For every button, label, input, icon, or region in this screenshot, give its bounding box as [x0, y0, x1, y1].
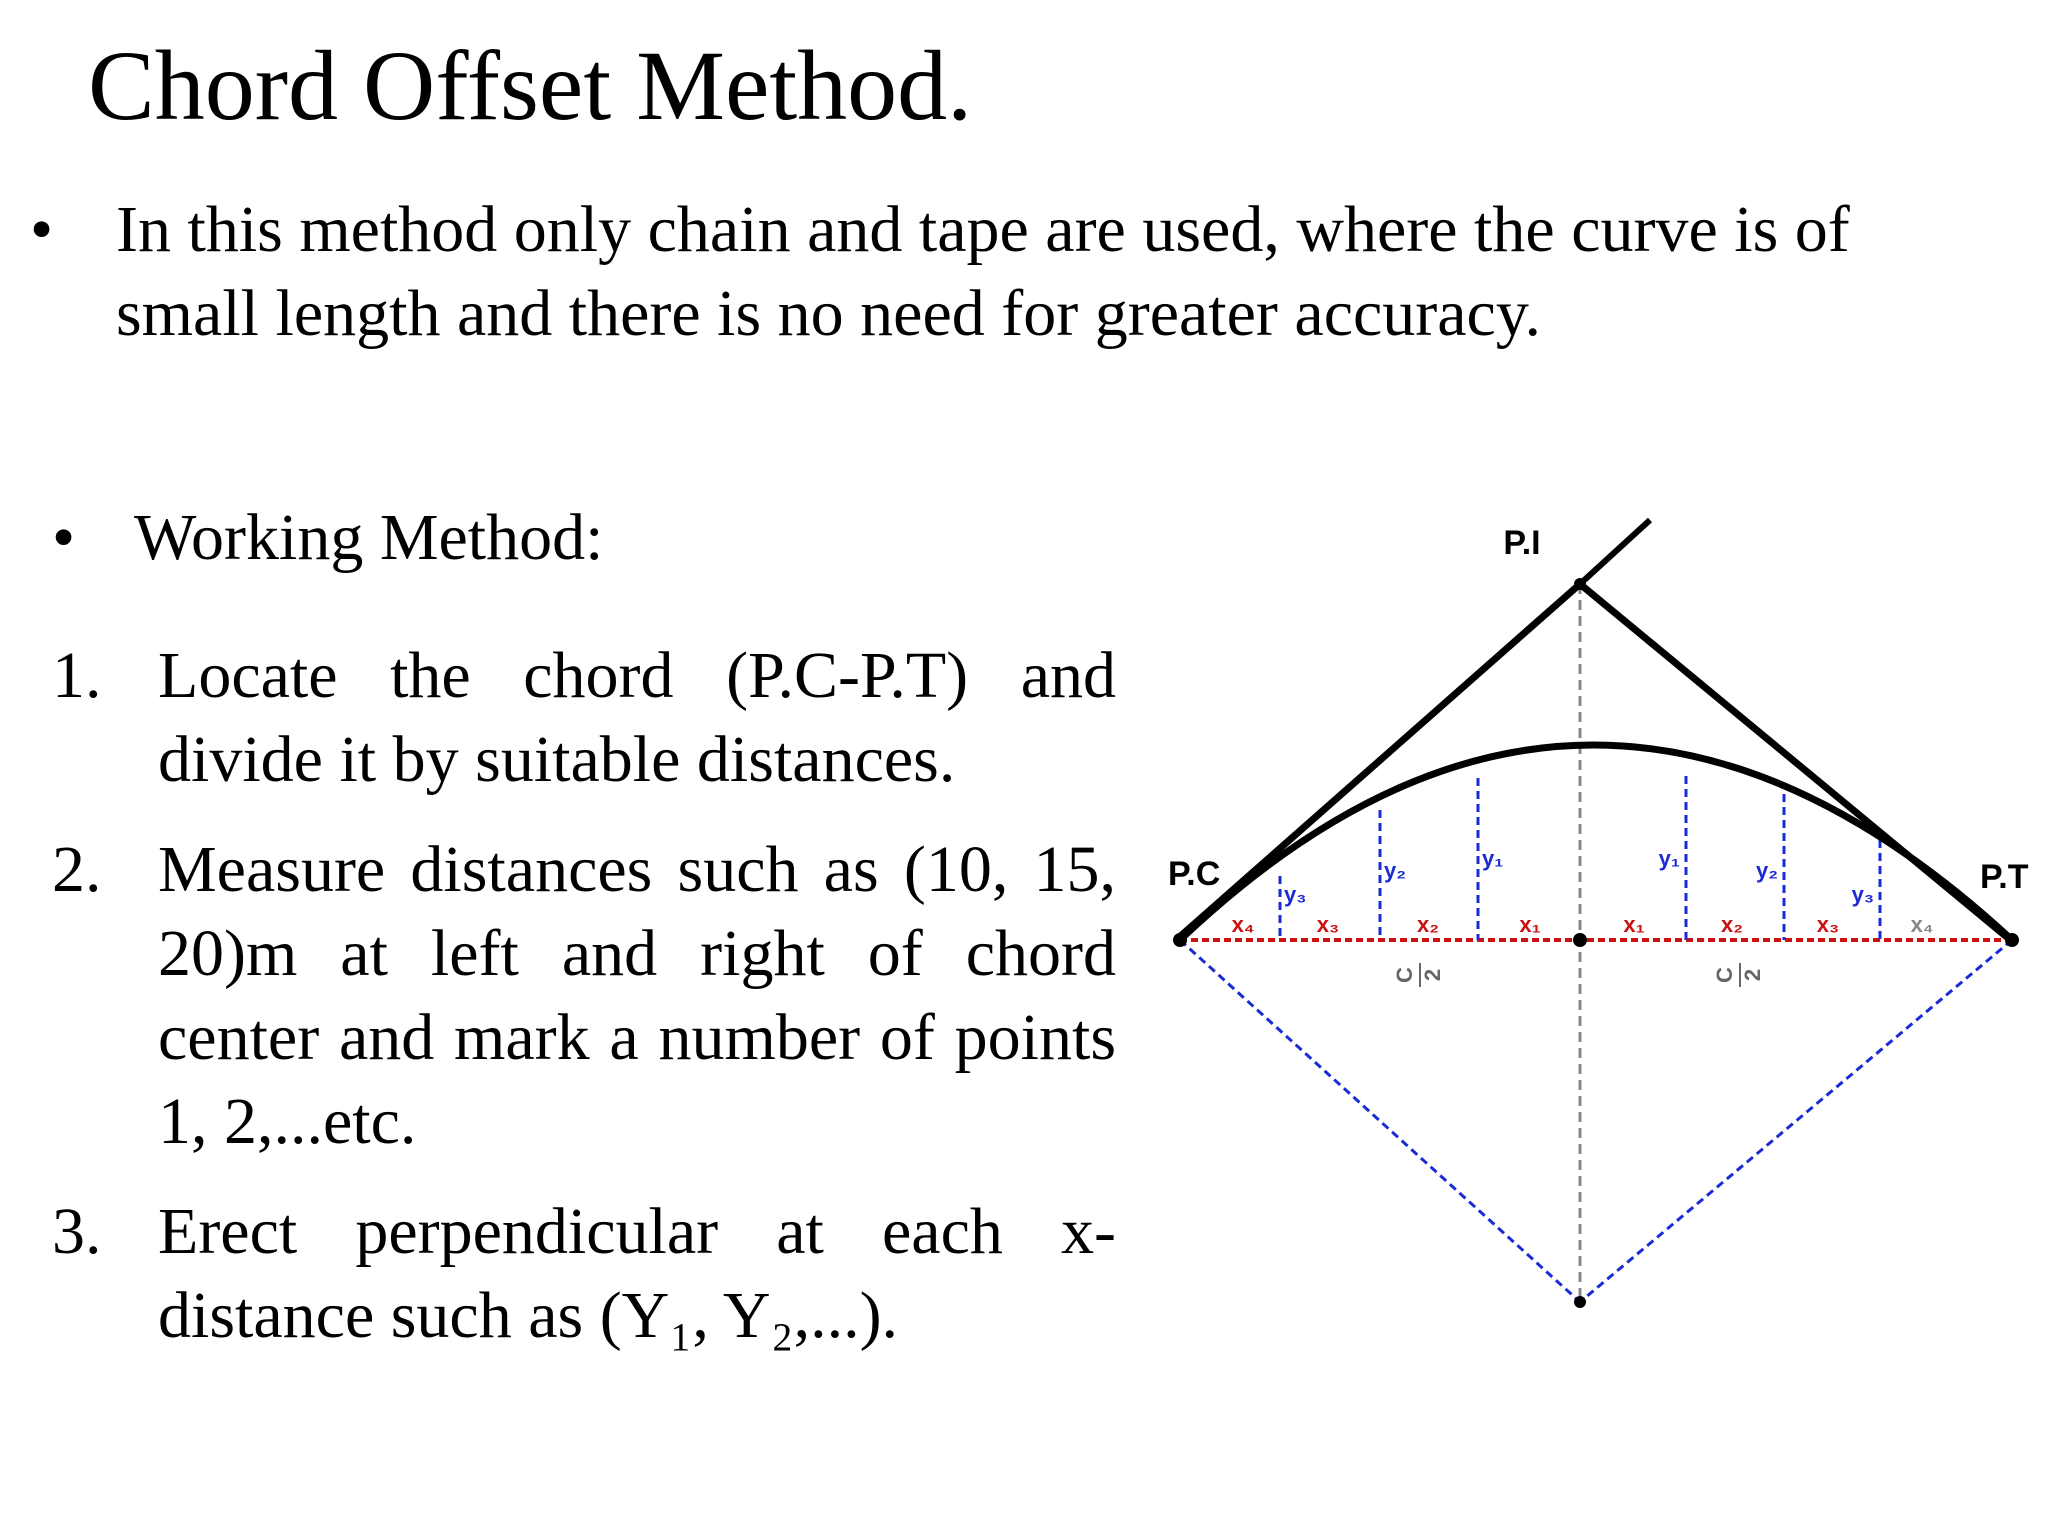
y-label: y₃	[1284, 882, 1307, 907]
chord-midpoint	[1573, 933, 1587, 947]
radius-line-right	[1580, 940, 2012, 1302]
y-label: y₃	[1851, 882, 1874, 907]
working-method-heading: Working Method:	[134, 501, 604, 574]
pt-label: P.T	[1980, 858, 2029, 896]
radius-line-left	[1180, 940, 1580, 1302]
y-label: y₁	[1658, 846, 1680, 871]
step-number: 1.	[52, 639, 102, 712]
x-label: x₁	[1519, 912, 1541, 937]
x-label: x₃	[1816, 912, 1840, 937]
pi-point	[1574, 578, 1586, 590]
half-chord-label-left	[1392, 963, 1445, 987]
half-chord-denominator: 2	[1420, 968, 1445, 982]
pc-point	[1173, 933, 1187, 947]
y-label: y₁	[1482, 846, 1504, 871]
pt-point	[2005, 933, 2019, 947]
x-label: x₂	[1416, 912, 1440, 937]
center-point	[1574, 1296, 1586, 1308]
bullet-dot: •	[30, 193, 54, 266]
step-number: 3.	[52, 1195, 102, 1268]
bullet-dot: •	[52, 501, 76, 574]
x-label: x₃	[1316, 912, 1340, 937]
y-label: y₂	[1384, 858, 1407, 883]
step-number: 2.	[52, 833, 102, 906]
x-label: x₁	[1623, 912, 1645, 937]
step-text: Erect perpendicular at each x-distance such as (Y₁, Y₂,...).	[158, 1195, 1116, 1352]
tangent-extension	[1580, 520, 1650, 584]
step-text: Locate the chord (P.C-P.T) and divide it by suitable distances.	[158, 639, 1116, 796]
x-label: x₄	[1910, 912, 1934, 937]
x-label: x₄	[1231, 912, 1255, 937]
half-chord-numerator: C	[1392, 967, 1417, 983]
half-chord-numerator: C	[1712, 967, 1737, 983]
intro-text: In this method only chain and tape are used, where the curve is of small length and there is no need for greater accuracy.	[116, 193, 1850, 350]
step-text: Measure distances such as (10, 15, 20)m at left and right of chord center and mark a number of points 1, 2,...etc.	[158, 833, 1116, 1158]
circular-curve	[1180, 745, 2012, 940]
x-label: x₂	[1720, 912, 1744, 937]
half-chord-denominator: 2	[1740, 968, 1765, 982]
y-label: y₂	[1755, 858, 1778, 883]
pc-label: P.C	[1168, 855, 1221, 893]
page-title: Chord Offset Method.	[88, 30, 973, 141]
half-chord-label-right	[1712, 963, 1765, 987]
pi-label: P.I	[1503, 524, 1541, 562]
